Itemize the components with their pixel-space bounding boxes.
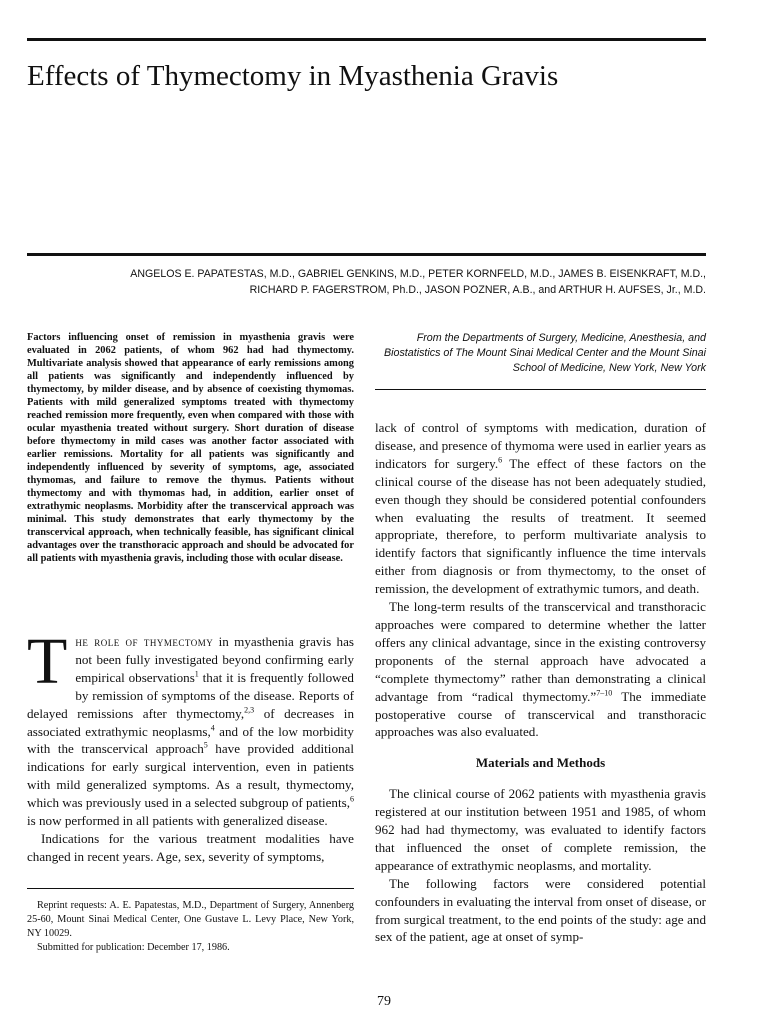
affiliation: From the Departments of Surgery, Medicine, Anesthesia, and Biostatistics of The Mount Sinai Medical Center and the Mount Sinai School of Medicine, New York, New York xyxy=(384,332,706,375)
abstract xyxy=(27,331,354,565)
reprint-requests: Reprint requests: A. E. Papatestas, M.D., Department of Surgery, Annenberg 25-60, Mount Sinai Medical Center, One Gustave L. Levy Place, New York, NY 10029. xyxy=(27,900,354,939)
affiliation-rule xyxy=(375,389,706,390)
author-list xyxy=(27,266,706,298)
submission-date: Submitted for publication: December 17, 1986. xyxy=(37,942,230,953)
citation: 7–10 xyxy=(596,688,613,698)
right-text-a: lack of control of symptoms with medication, duration of disease, and presence of thymoma were used in earlier years as indicators for surgery. xyxy=(375,420,706,471)
intro-text-f: is now performed in all patients with generalized disease. xyxy=(27,813,328,829)
footnote-rule xyxy=(27,888,354,889)
intro-text-b: that it is frequently followed by remission of symptoms of the disease. Reports of delayed remissions after thymectomy, xyxy=(27,669,354,721)
citation: 4 xyxy=(210,723,215,733)
abstract-text: Factors influencing onset of remission in myasthenia gravis were evaluated in 2062 patients, of whom 962 had had thymectomy. Multivariate analysis showed that appearance of early remissions among all patients was significantly and independently influenced by thymectomy, by milder disease, and by absence of coexisting thymomas. Patients with mild generalized symptoms treated with thymectomy reached remission more frequently, even when compared with those with ocular myasthenia treated without surgery. Short duration of disease before thymectomy in mild cases was another factor associated with earlier remissions. Mortality for all patients was significantly and independently influenced by severity of symptoms, age, associated thymomas, and failure to remove the thymus. Patients without thymectomy and with thymomas had, in addition, earlier onset of extrathymic neoplasms. Morbidity after the transcervical approach was minimal. This study demonstrates that early thymectomy by the transcervical approach, when technically feasible, has significant clinical advantages over the transthoracic approach and should be advocated for all patients with myasthenia gravis, including those with ocular disease. xyxy=(27,332,354,564)
intro-text-d: and of the low morbidity with the transcervical approach xyxy=(27,723,354,757)
intro-lead: he role of thymectomy xyxy=(75,634,214,649)
title-rule xyxy=(27,253,706,256)
right-text-b: The effect of these factors on the clinical course of the disease has not been adequately studied, even though they should be considered potential confounders when evaluating the results of treatment. It seemed appropriate, therefore, to perform multivariate analysis to identify factors that significantly influence the time intervals either from diagnosis or from thymectomy, to the onset of remission, the development of extrathymic tumors, and death. xyxy=(375,455,706,597)
intro-text-e: have provided additional indications for early surgical intervention, even in patients with mild generalized symptoms. As a result, thymectomy, which was previously used in a selected subgroup of patients, xyxy=(27,741,354,811)
article-title: Effects of Thymectomy in Myasthenia Gravis xyxy=(27,60,559,92)
intro-text-a: in myasthenia gravis has not been fully investigated beyond confirming early empirical observations xyxy=(75,634,354,685)
citation: 6 xyxy=(350,794,354,804)
citation: 2,3 xyxy=(244,705,255,715)
footnote xyxy=(27,899,354,955)
right-text-d: The immediate postoperative course of transcervical and transthoracic approaches was also evaluated. xyxy=(375,688,707,740)
intro-paragraph-1 xyxy=(27,625,354,830)
right-text-c: The long-term results of the transcervical and transthoracic approaches were compared to determine whether the latter offers any clinical advantage, since in the existing controversy proponents of the sternal approach have advocated a “complete thymectomy” rather than demonstrating a clinical advantage from “radical thymectomy.” xyxy=(375,599,706,704)
citation: 5 xyxy=(203,741,208,751)
intro-paragraph-2: Indications for the various treatment modalities have changed in recent years. Age, sex, severity of symptoms, xyxy=(27,830,354,864)
methods-paragraph-2: The following factors were considered potential confounders in evaluating the interval from onset of disease, or from surgical treatment, to the end points of the study: age and sex of the patient, age at onset of symp- xyxy=(375,875,706,945)
right-paragraph-2 xyxy=(375,598,706,741)
introduction xyxy=(27,625,354,866)
drop-cap: T xyxy=(27,625,68,698)
section-heading: Materials and Methods xyxy=(475,755,606,771)
top-rule xyxy=(27,38,706,41)
right-paragraph-1 xyxy=(375,419,706,598)
right-column xyxy=(375,419,706,946)
authors-line-2: RICHARD P. FAGERSTROM, Ph.D., JASON POZNER, A.B., and ARTHUR H. AUFSES, Jr., M.D. xyxy=(249,284,706,296)
citation: 1 xyxy=(194,669,199,679)
citation: 6 xyxy=(498,455,503,465)
authors-line-1: ANGELOS E. PAPATESTAS, M.D., GABRIEL GENKINS, M.D., PETER KORNFELD, M.D., JAMES B. EISENKRAFT, M.D., xyxy=(130,268,706,280)
page-number: 79 xyxy=(377,994,391,1009)
intro-text-c: of decreases in associated extrathymic neoplasms, xyxy=(27,705,354,739)
methods-paragraph-1: The clinical course of 2062 patients with myasthenia gravis registered at our institution between 1951 and 1985, of whom 962 had had thymectomy, was evaluated to identify factors that influenced the onset of complete remission, the appearance of extrathymic neoplasms, and mortality. xyxy=(375,786,706,873)
